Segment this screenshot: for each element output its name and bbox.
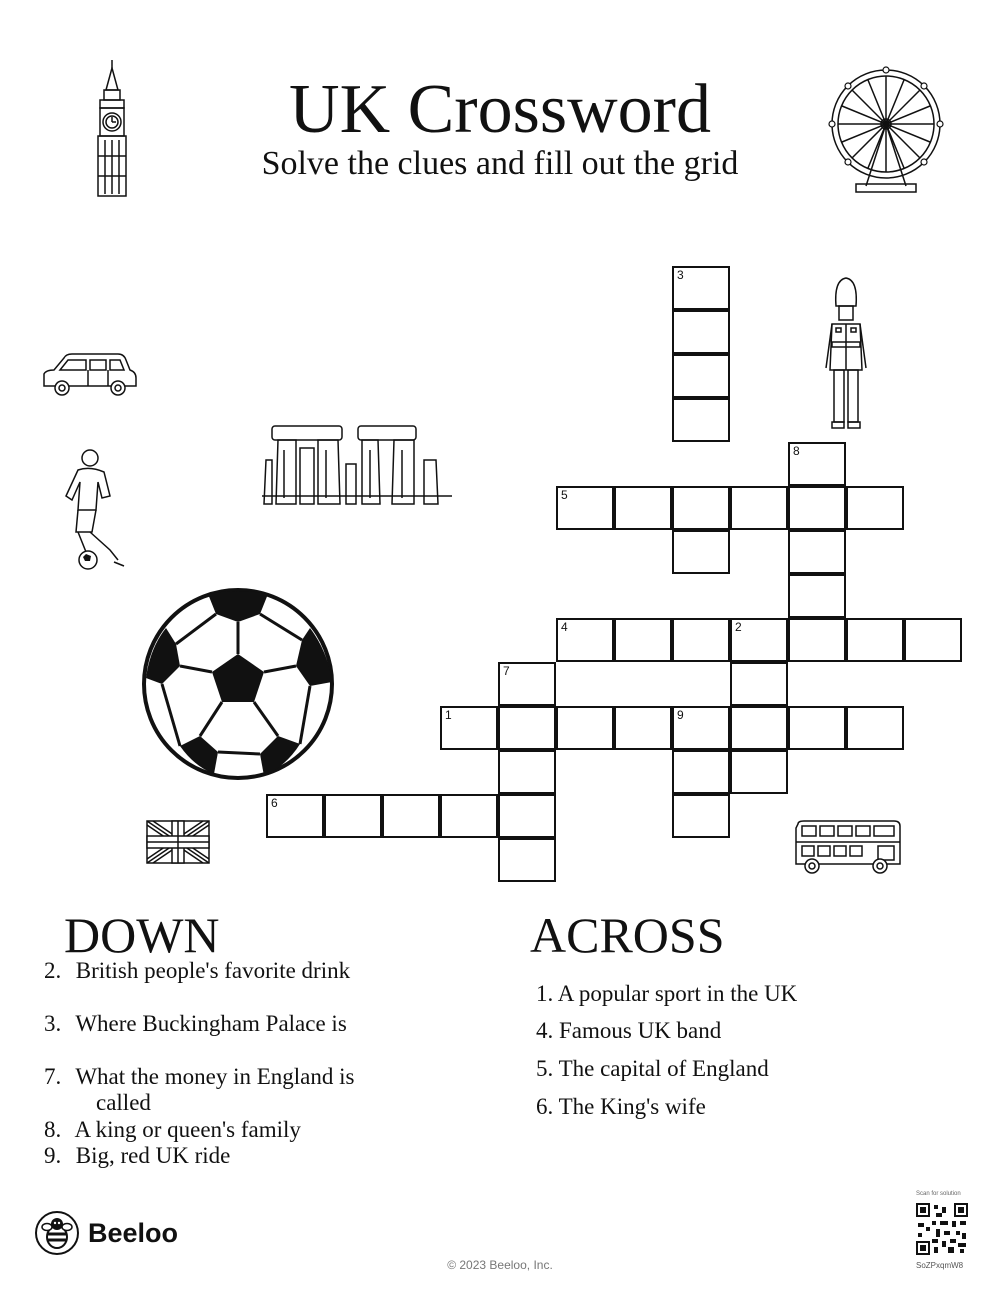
- crossword-cell[interactable]: [556, 706, 614, 750]
- crossword-cell[interactable]: [730, 750, 788, 794]
- qr-code-text: SoZPxqmW8: [916, 1261, 964, 1270]
- clue-text: What the money in England is called: [75, 1064, 355, 1115]
- big-ben-icon: [92, 60, 132, 196]
- qr-code-icon[interactable]: [916, 1203, 968, 1255]
- clue-number: 5.: [536, 1056, 554, 1081]
- crossword-cell[interactable]: [788, 442, 846, 486]
- union-jack-icon: [146, 820, 210, 864]
- crossword-cell[interactable]: [266, 794, 324, 838]
- clue-text: Famous UK band: [559, 1018, 722, 1043]
- stonehenge-icon: [262, 420, 452, 510]
- crossword-cell[interactable]: [788, 574, 846, 618]
- cell-number: 2: [735, 620, 742, 634]
- taxi-icon: [40, 352, 140, 398]
- clue-text: Where Buckingham Palace is: [75, 1011, 347, 1036]
- london-eye-icon: [826, 66, 946, 196]
- crossword-cell[interactable]: [440, 706, 498, 750]
- clue-text: The King's wife: [558, 1094, 706, 1119]
- crossword-cell[interactable]: [498, 662, 556, 706]
- clue-text: A popular sport in the UK: [557, 981, 798, 1006]
- clue-text: Big, red UK ride: [75, 1143, 231, 1168]
- across-clue: [536, 1056, 956, 1082]
- crossword-cell[interactable]: [672, 398, 730, 442]
- across-heading: ACROSS: [530, 907, 725, 963]
- crossword-cell[interactable]: [846, 706, 904, 750]
- crossword-cell[interactable]: [672, 750, 730, 794]
- cell-number: 4: [561, 620, 568, 634]
- crossword-cell[interactable]: [672, 706, 730, 750]
- football-player-icon: [62, 448, 128, 572]
- crossword-cell[interactable]: [730, 662, 788, 706]
- crossword-cell[interactable]: [498, 794, 556, 838]
- page-title: UK Crossword: [289, 71, 711, 148]
- crossword-cell[interactable]: [614, 486, 672, 530]
- cell-number: 8: [793, 444, 800, 458]
- crossword-cell[interactable]: [498, 838, 556, 882]
- cell-number: 7: [503, 664, 510, 678]
- across-clue: [536, 1094, 956, 1120]
- brand-logo: [34, 1210, 178, 1256]
- copyright: © 2023 Beeloo, Inc.: [447, 1258, 553, 1272]
- crossword-cell[interactable]: [556, 618, 614, 662]
- page-subtitle: Solve the clues and fill out the grid: [261, 145, 739, 182]
- brand-name: Beeloo: [88, 1217, 179, 1248]
- down-heading: DOWN: [64, 907, 220, 963]
- crossword-cell[interactable]: [614, 706, 672, 750]
- clue-number: 1.: [536, 981, 554, 1006]
- down-clue: 9. Big, red UK ride: [44, 1143, 231, 1168]
- cell-number: 6: [271, 796, 278, 810]
- crossword-cell[interactable]: [730, 706, 788, 750]
- crossword-cell[interactable]: [730, 618, 788, 662]
- qr-label: Scan for solution: [916, 1191, 961, 1197]
- clue-number: 4.: [536, 1018, 554, 1043]
- soccer-ball-icon: [140, 586, 336, 782]
- down-clue: 8. A king or queen's family: [44, 1117, 301, 1142]
- crossword-cell[interactable]: [846, 618, 904, 662]
- crossword-cell[interactable]: [904, 618, 962, 662]
- cell-number: 3: [677, 268, 684, 282]
- crossword-cell[interactable]: [788, 486, 846, 530]
- bee-logo-icon: [34, 1210, 80, 1256]
- crossword-cell[interactable]: [498, 750, 556, 794]
- crossword-cell[interactable]: [556, 486, 614, 530]
- crossword-cell[interactable]: [672, 266, 730, 310]
- crossword-cell[interactable]: [672, 354, 730, 398]
- crossword-cell[interactable]: [672, 310, 730, 354]
- crossword-cell[interactable]: [672, 794, 730, 838]
- cell-number: 1: [445, 708, 452, 722]
- double-decker-bus-icon: [794, 820, 902, 876]
- cell-number: 9: [677, 708, 684, 722]
- down-clue: 7. What the money in England is called: [44, 1064, 355, 1115]
- down-clue: 3. Where Buckingham Palace is: [44, 1011, 347, 1036]
- crossword-cell[interactable]: [788, 706, 846, 750]
- crossword-cell[interactable]: [672, 618, 730, 662]
- crossword-cell[interactable]: [324, 794, 382, 838]
- crossword-cell[interactable]: [730, 486, 788, 530]
- clue-text: British people's favorite drink: [75, 958, 351, 983]
- crossword-cell[interactable]: [498, 706, 556, 750]
- clue-text: A king or queen's family: [74, 1117, 301, 1142]
- across-clue: [536, 981, 956, 1007]
- clue-text: The capital of England: [558, 1056, 769, 1081]
- cell-number: 5: [561, 488, 568, 502]
- clue-number: 6.: [536, 1094, 554, 1119]
- across-clue: [536, 1018, 956, 1044]
- royal-guard-icon: [822, 276, 870, 432]
- crossword-cell[interactable]: [788, 618, 846, 662]
- crossword-cell[interactable]: [672, 530, 730, 574]
- crossword-cell[interactable]: [382, 794, 440, 838]
- crossword-cell[interactable]: [672, 486, 730, 530]
- crossword-cell[interactable]: [846, 486, 904, 530]
- down-clue: 2. British people's favorite drink: [44, 958, 351, 983]
- crossword-cell[interactable]: [614, 618, 672, 662]
- crossword-cell[interactable]: [440, 794, 498, 838]
- crossword-cell[interactable]: [788, 530, 846, 574]
